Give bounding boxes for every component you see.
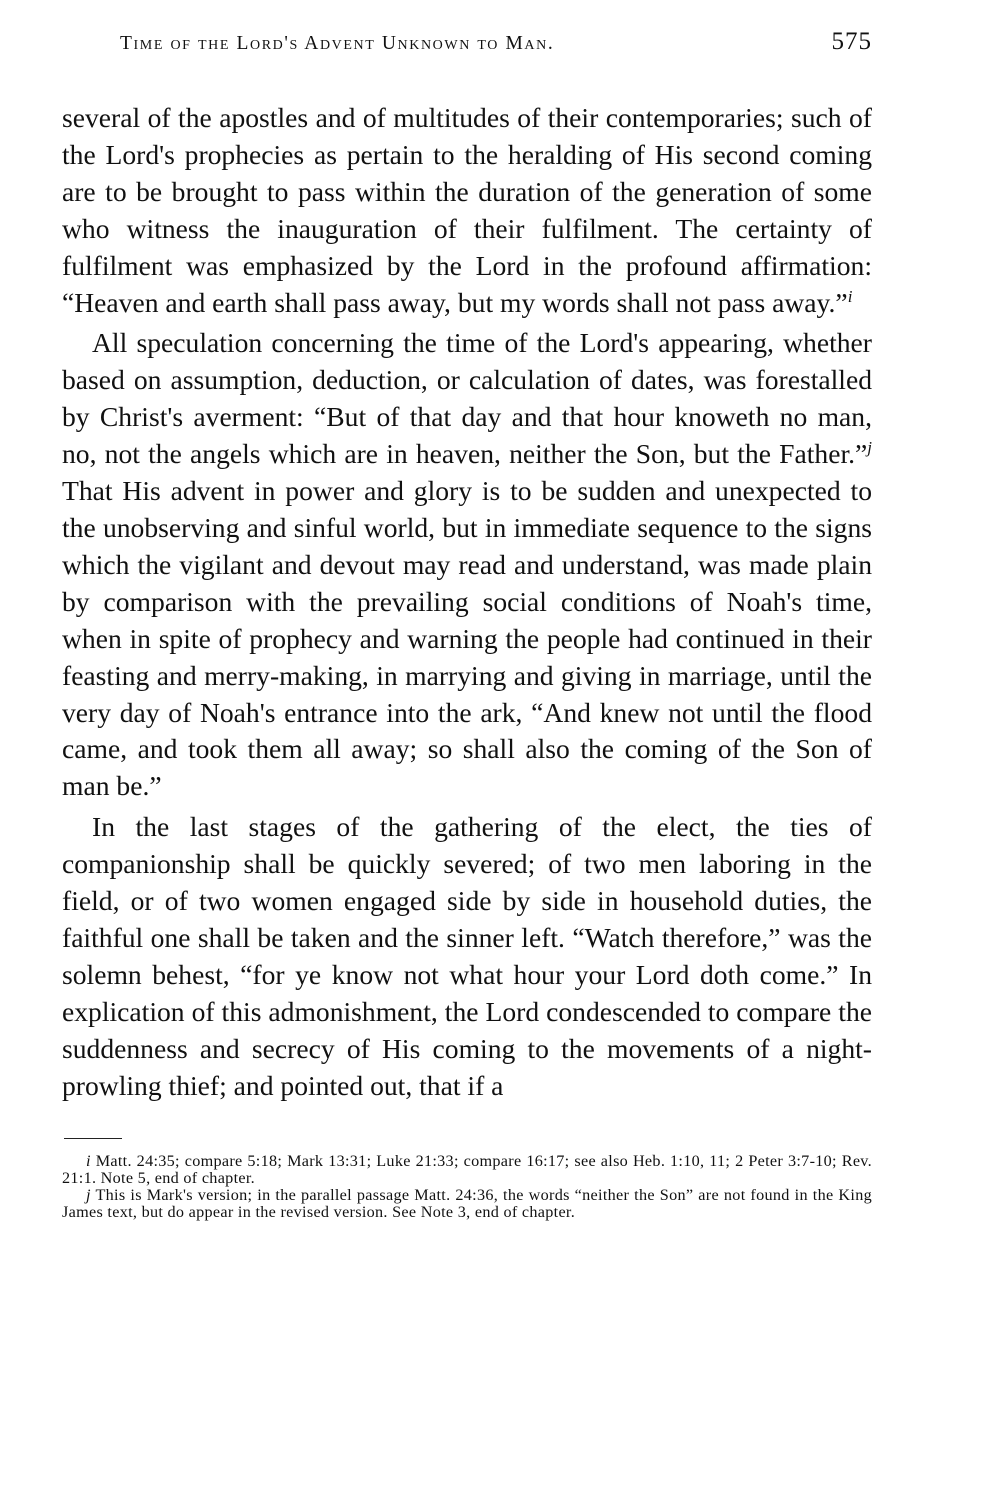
paragraph-2-text-b: That His advent in power and glory is to be sudden and unexpected to the unobserving and sinful world, but in immediate sequence to the signs which the vigilant and devout may read and understand, was made plain by comparison with the prevailing social conditions of Noah's time, when in spite of prophecy and warning the people had continued in their feasting and merry-making, in marrying and giving in marriage, until the very day of Noah's entrance into the ark, “And knew not until the flood came, and took them all away; so shall also the coming of the Son of man be.” (62, 475, 872, 802)
footnote-ref-i: i (847, 286, 853, 306)
footnote-j (62, 1187, 872, 1221)
footnote-text-i: Matt. 24:35; compare 5:18; Mark 13:31; Luke 21:33; compare 16:17; see also Heb. 1:10, 11; 2 Peter 3:7-10; Rev. 21:1. Note 5, end of chapter. (62, 1152, 872, 1188)
paragraph-2-text-a: All speculation concerning the time of the Lord's appearing, whether based on assumption, deduction, or calculation of dates, was forestalled by Christ's averment: “But of that day and that hour knoweth no man, no, not the angels which are in heaven, neither the Son, but the Father.” (62, 327, 872, 470)
footnote-mark-j: j (86, 1186, 91, 1205)
paragraph-1 (62, 100, 872, 321)
footnote-mark-i: i (86, 1152, 91, 1171)
body-text (62, 100, 872, 1104)
footnote-text-j: This is Mark's version; in the parallel passage Matt. 24:36, the words “neither the Son” are not found in the King James text, but do appear in the revised version. See Note 3, end of chapter. (62, 1186, 872, 1222)
paragraph-2 (62, 325, 872, 805)
page-number: 575 (831, 28, 872, 55)
footnote-i (62, 1153, 872, 1187)
running-head (62, 28, 872, 72)
footnote-rule (64, 1138, 122, 1139)
footnote-ref-j: j (867, 437, 872, 457)
paragraph-1-text: several of the apostles and of multitudes of their contemporaries; such of the Lord's prophecies as pertain to the heralding of His second coming are to be brought to pass within the duration of the generation of some who witness the inauguration of their fulfilment. The certainty of fulfilment was emphasized by the Lord in the profound affirmation: “Heaven and earth shall pass away, but my words shall not pass away.” (62, 102, 872, 318)
paragraph-3-text: In the last stages of the gathering of the elect, the ties of companionship shall be quickly severed; of two men laboring in the field, or of two women engaged side by side in household duties, the faithful one shall be taken and the sinner left. “Watch therefore,” was the solemn behest, “for ye know not what hour your Lord doth come.” In explication of this admonishment, the Lord condescended to compare the suddenness and secrecy of His coming to the movements of a night-prowling thief; and pointed out, that if a (62, 811, 872, 1101)
book-page (62, 28, 872, 1221)
paragraph-3 (62, 809, 872, 1104)
footnotes (62, 1153, 872, 1221)
running-title: Time of the Lord's Advent Unknown to Man. (120, 33, 555, 54)
